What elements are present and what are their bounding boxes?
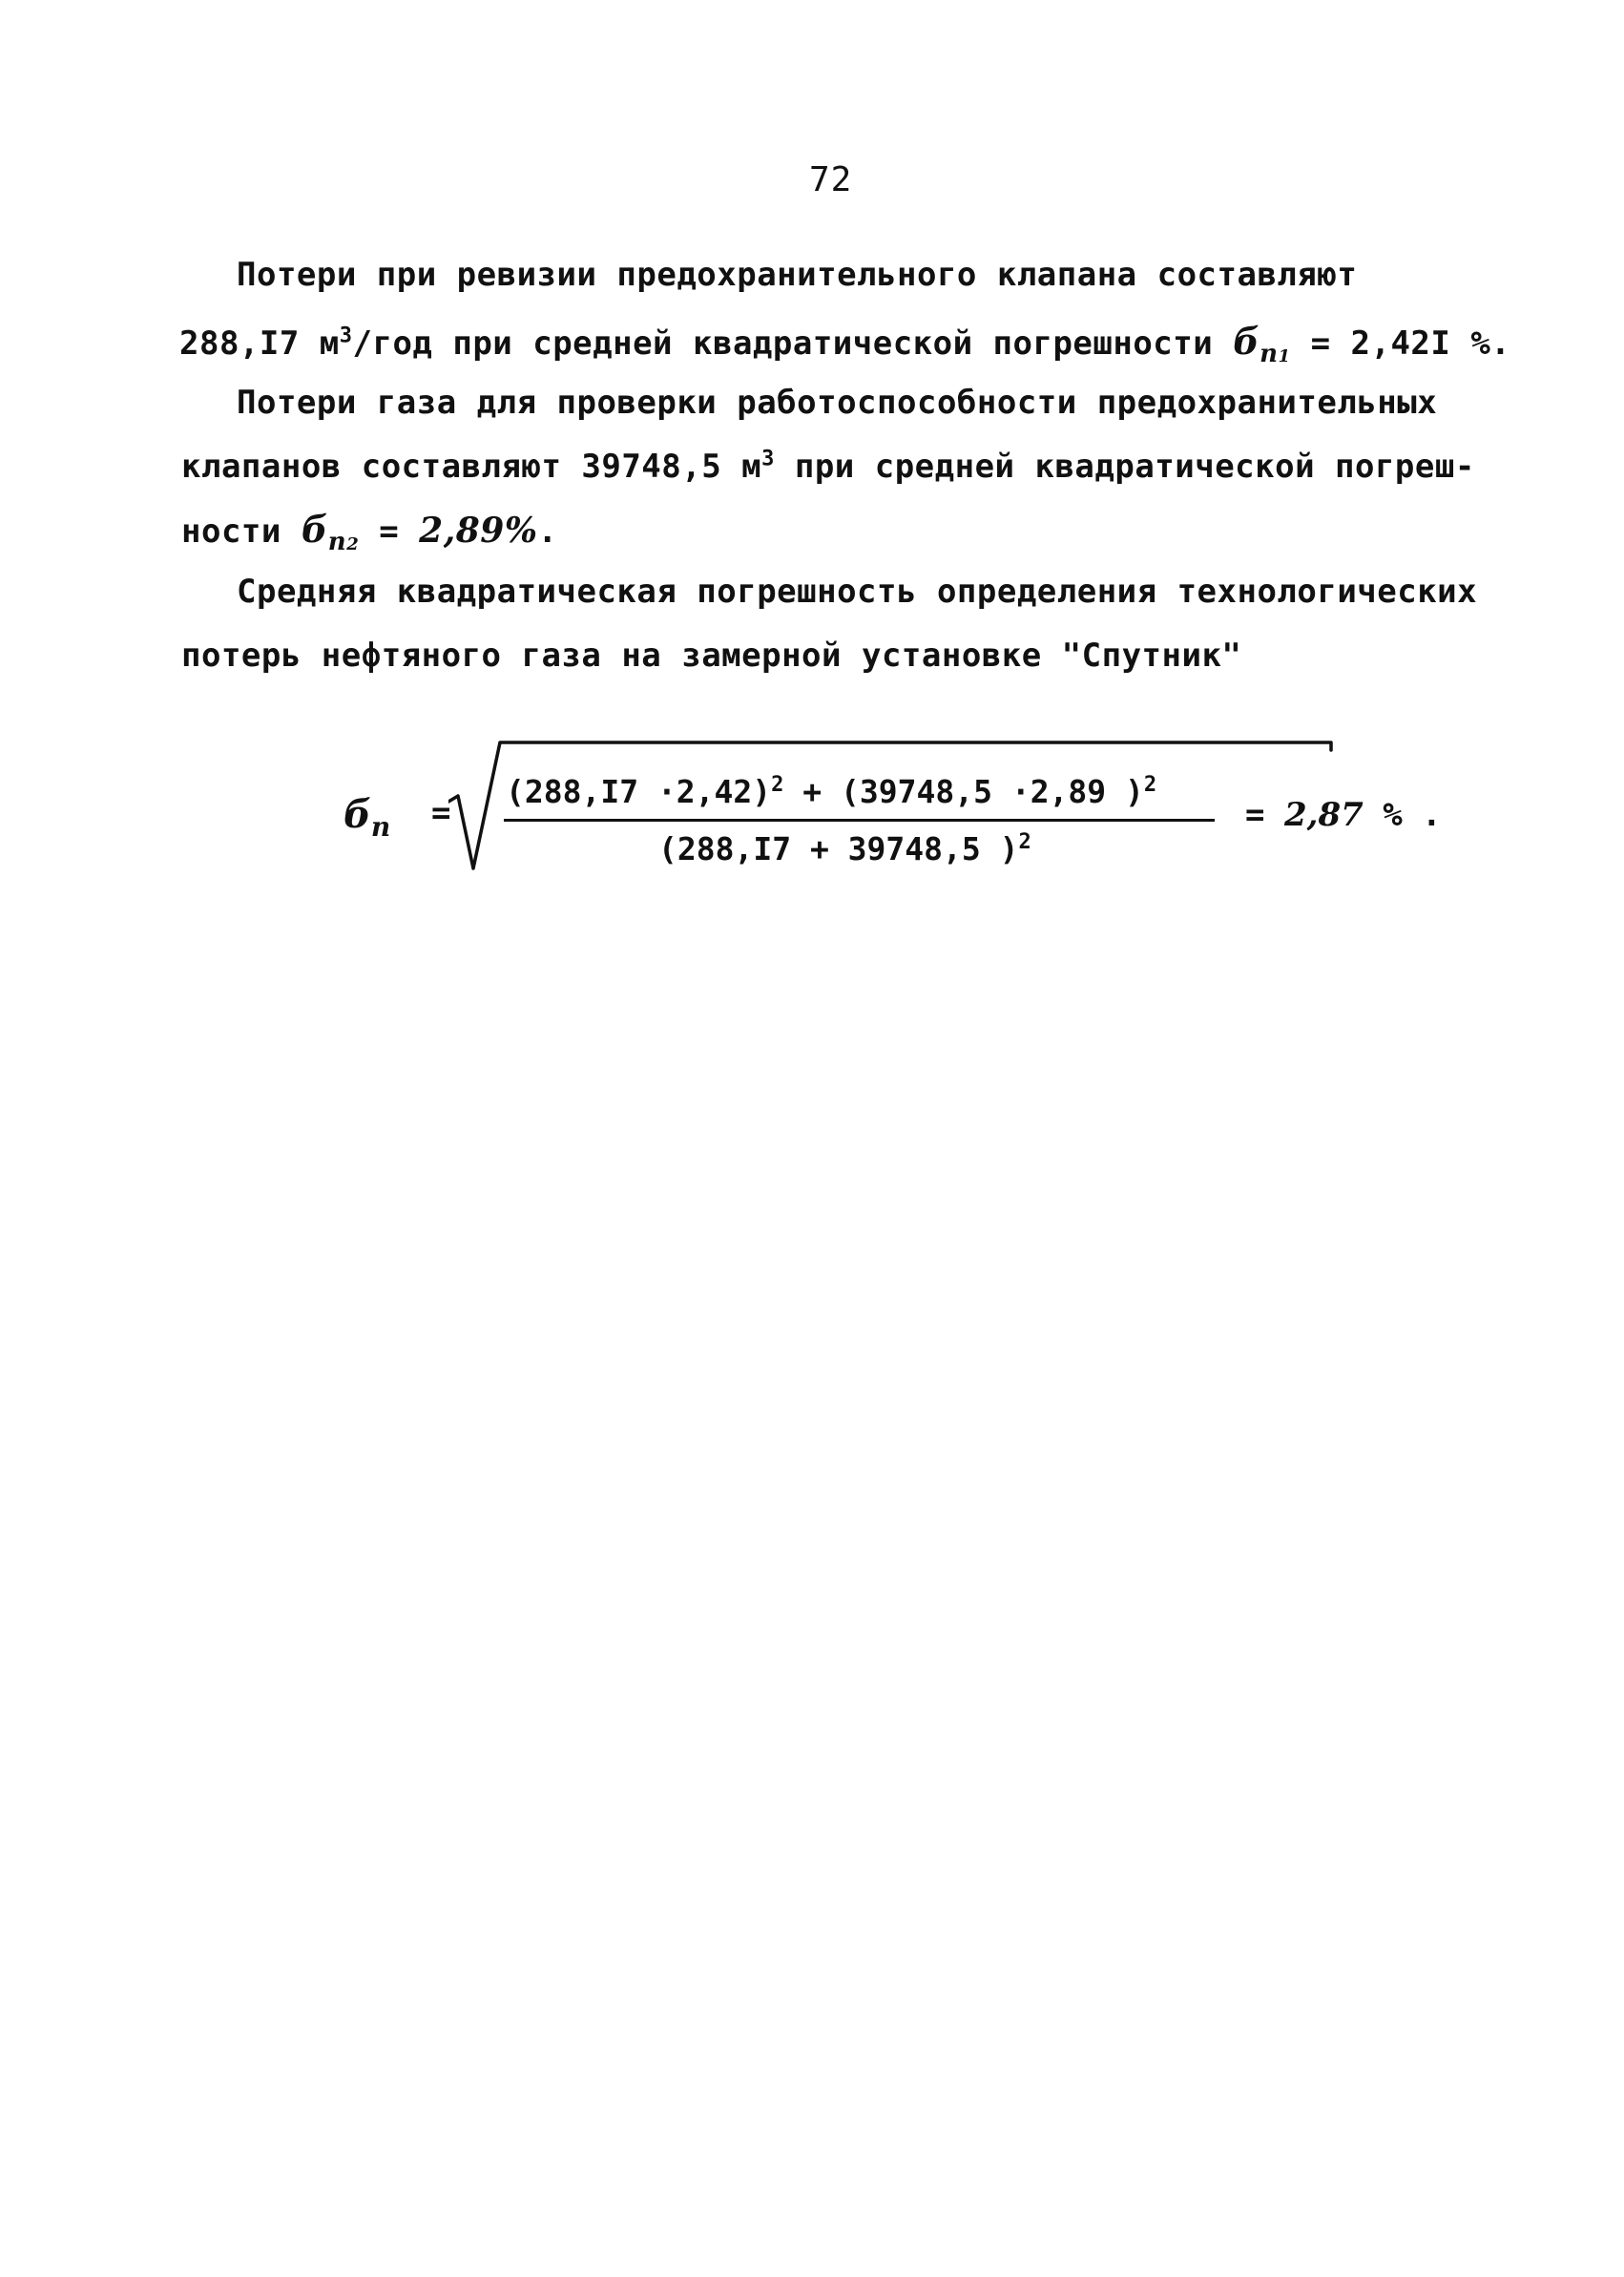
paragraph-2-line-3-text: ности <box>181 512 302 551</box>
result-equals: = <box>1245 796 1284 834</box>
formula-equals: = <box>431 794 451 832</box>
formula-numerator <box>506 773 1156 810</box>
paragraph-3-line-1: Средняя квадратическая погрешность определения технологических <box>237 573 1478 611</box>
numerator-term-a-exponent: 2 <box>771 773 784 797</box>
sigma-subscript-1: п1 <box>1260 339 1291 368</box>
formula-denominator <box>658 830 1031 867</box>
paragraph-1-line-2-text: /год при средней квадратической погрешности <box>352 324 1234 363</box>
sigma-result-1: = 2,42I %. <box>1310 324 1511 363</box>
page-number: 72 <box>809 160 853 199</box>
denominator-exponent: 2 <box>1018 830 1031 854</box>
rms-error-formula <box>344 735 1489 897</box>
formula-lhs: $б_п$ <box>344 792 391 843</box>
volume-value-1: 288,I7 м <box>179 324 340 363</box>
sigma-result-2-end: . <box>537 512 558 551</box>
paragraph-2-line-2-text: клапанов составляют 39748,5 м <box>181 448 762 486</box>
volume-exponent-2: 3 <box>761 447 775 471</box>
volume-exponent-1: 3 <box>339 324 353 348</box>
denominator-term: (288,I7 + 39748,5 ) <box>658 830 1019 867</box>
result-value: 2,87 <box>1283 796 1364 834</box>
sigma-symbol-2: б <box>301 508 328 551</box>
numerator-plus: + <box>783 773 842 810</box>
sigma-equals-2: = <box>359 512 420 551</box>
numerator-term-a: (288,I7 ·2,42) <box>506 773 772 810</box>
fraction-bar <box>504 819 1215 822</box>
sigma-subscript-2: п2 <box>327 527 360 556</box>
numerator-term-b-exponent: 2 <box>1143 773 1157 797</box>
paragraph-1-line-1: Потери при ревизии предохранительного клапана составляют <box>237 256 1358 294</box>
paragraph-3-line-2: потерь нефтяного газа на замерной установке "Спутник" <box>181 637 1242 675</box>
numerator-term-b: (39748,5 ·2,89 ) <box>841 773 1144 810</box>
paragraph-2-line-2-rest: при средней квадратической погреш- <box>774 448 1475 486</box>
paragraph-2-line-2 <box>181 448 1475 486</box>
paragraph-2-line-1: Потери газа для проверки работоспособности предохранительных <box>237 384 1438 422</box>
formula-result <box>1245 796 1442 834</box>
paragraph-1-line-2 <box>179 320 1511 368</box>
sigma-symbol-1: б <box>1233 320 1260 363</box>
sigma-result-2: 2,89% <box>419 511 538 551</box>
paragraph-2-line-3 <box>181 508 558 556</box>
result-unit: % . <box>1363 796 1442 834</box>
